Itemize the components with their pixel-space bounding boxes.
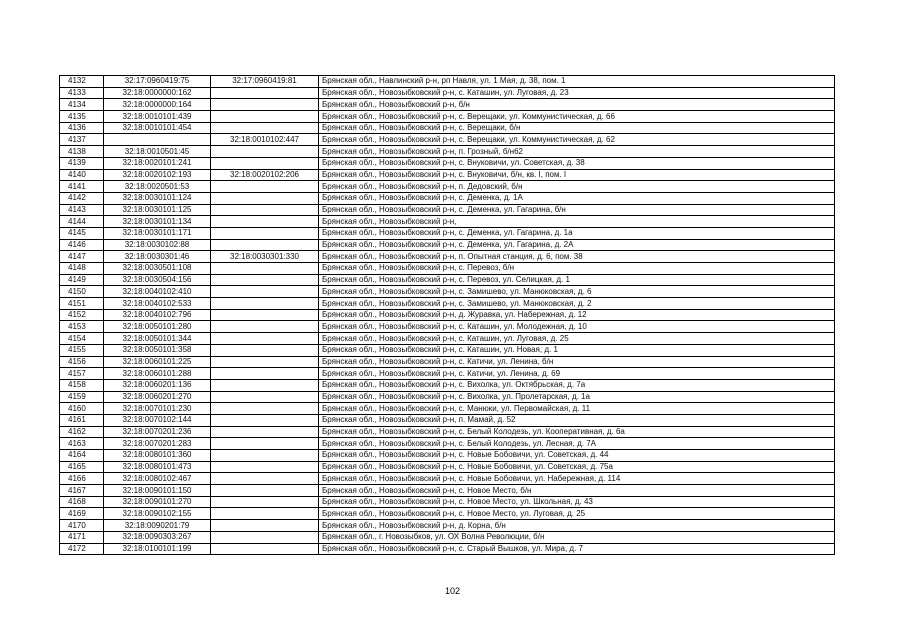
- address-cell: Брянская обл., Новозыбковский р-н, с. Замишево, ул. Манюковская, д. 6: [319, 286, 835, 298]
- related-cadastral-number-cell: [211, 438, 319, 450]
- address-cell: Брянская обл., Новозыбковский р-н, с. Каташин, ул. Луговая, д. 25: [319, 333, 835, 345]
- table-row: [60, 485, 835, 497]
- table-row: [60, 496, 835, 508]
- row-number-cell: 4140: [60, 169, 104, 181]
- related-cadastral-number-cell: [211, 531, 319, 543]
- cadastral-number-cell: 32:18:0070201:283: [104, 438, 211, 450]
- cadastral-number-cell: 32:18:0060101:225: [104, 356, 211, 368]
- address-cell: Брянская обл., Новозыбковский р-н, с. Новые Бобовичи, ул. Советская, д. 44: [319, 450, 835, 462]
- row-number-cell: 4137: [60, 134, 104, 146]
- table-row: [60, 263, 835, 275]
- related-cadastral-number-cell: [211, 87, 319, 99]
- cadastral-number-cell: 32:18:0070101:230: [104, 403, 211, 415]
- related-cadastral-number-cell: [211, 543, 319, 555]
- table-row: [60, 508, 835, 520]
- table-row: [60, 181, 835, 193]
- cadastral-number-cell: 32:18:0090102:155: [104, 508, 211, 520]
- cadastral-number-cell: 32:18:0020501:53: [104, 181, 211, 193]
- row-number-cell: 4160: [60, 403, 104, 415]
- table-row: [60, 134, 835, 146]
- cadastral-number-cell: 32:18:0020101:241: [104, 157, 211, 169]
- cadastral-number-cell: 32:18:0030301:46: [104, 251, 211, 263]
- address-cell: Брянская обл., Новозыбковский р-н, с. Верещаки, б/н: [319, 122, 835, 134]
- address-cell: Брянская обл., Новозыбковский р-н, с. Белый Колодезь, ул. Кооперативная, д. 6а: [319, 426, 835, 438]
- address-cell: Брянская обл., Новозыбковский р-н, п. Мамай, д. 52: [319, 414, 835, 426]
- related-cadastral-number-cell: [211, 473, 319, 485]
- related-cadastral-number-cell: [211, 333, 319, 345]
- related-cadastral-number-cell: [211, 450, 319, 462]
- row-number-cell: 4145: [60, 227, 104, 239]
- table-row: [60, 227, 835, 239]
- related-cadastral-number-cell: 32:18:0030301:330: [211, 251, 319, 263]
- related-cadastral-number-cell: [211, 356, 319, 368]
- row-number-cell: 4151: [60, 298, 104, 310]
- row-number-cell: 4135: [60, 111, 104, 123]
- row-number-cell: 4147: [60, 251, 104, 263]
- cadastral-number-cell: 32:18:0090201:79: [104, 520, 211, 532]
- address-cell: Брянская обл., Новозыбковский р-н, п. Опытная станция, д. 6, пом. 38: [319, 251, 835, 263]
- related-cadastral-number-cell: [211, 379, 319, 391]
- cadastral-number-cell: 32:18:0050101:358: [104, 344, 211, 356]
- cadastral-number-cell: 32:18:0070102:144: [104, 414, 211, 426]
- table-row: [60, 251, 835, 263]
- address-cell: Брянская обл., Новозыбковский р-н, с. Новые Бобовичи, ул. Советская, д. 75а: [319, 461, 835, 473]
- address-cell: Брянская обл., Новозыбковский р-н, с. Манюки, ул. Первомайская, д. 11: [319, 403, 835, 415]
- row-number-cell: 4142: [60, 192, 104, 204]
- related-cadastral-number-cell: [211, 520, 319, 532]
- related-cadastral-number-cell: [211, 204, 319, 216]
- row-number-cell: 4168: [60, 496, 104, 508]
- table-row: [60, 239, 835, 251]
- address-cell: Брянская обл., Новозыбковский р-н, с. Замишево, ул. Манюковская, д. 2: [319, 298, 835, 310]
- cadastral-number-cell: 32:18:0030101:171: [104, 227, 211, 239]
- cadastral-number-cell: 32:18:0020102:193: [104, 169, 211, 181]
- cadastral-number-cell: 32:18:0050101:344: [104, 333, 211, 345]
- table-row: [60, 157, 835, 169]
- row-number-cell: 4167: [60, 485, 104, 497]
- related-cadastral-number-cell: [211, 426, 319, 438]
- row-number-cell: 4144: [60, 216, 104, 228]
- address-cell: Брянская обл., Новозыбковский р-н, п. Дедовский, б/н: [319, 181, 835, 193]
- address-cell: Брянская обл., Новозыбковский р-н, с. Катичи, ул. Ленина, д. 69: [319, 368, 835, 380]
- table-row: [60, 356, 835, 368]
- related-cadastral-number-cell: [211, 239, 319, 251]
- registry-table-body: [60, 76, 835, 555]
- related-cadastral-number-cell: [211, 368, 319, 380]
- table-row: [60, 403, 835, 415]
- row-number-cell: 4171: [60, 531, 104, 543]
- table-row: [60, 216, 835, 228]
- table-row: [60, 426, 835, 438]
- address-cell: Брянская обл., Новозыбковский р-н, с. Каташин, ул. Луговая, д. 23: [319, 87, 835, 99]
- related-cadastral-number-cell: [211, 146, 319, 158]
- row-number-cell: 4149: [60, 274, 104, 286]
- cadastral-number-cell: 32:18:0090303:267: [104, 531, 211, 543]
- row-number-cell: 4158: [60, 379, 104, 391]
- row-number-cell: 4153: [60, 321, 104, 333]
- row-number-cell: 4152: [60, 309, 104, 321]
- cadastral-number-cell: 32:18:0100101:199: [104, 543, 211, 555]
- related-cadastral-number-cell: [211, 122, 319, 134]
- related-cadastral-number-cell: [211, 298, 319, 310]
- table-row: [60, 473, 835, 485]
- row-number-cell: 4166: [60, 473, 104, 485]
- table-row: [60, 99, 835, 111]
- address-cell: Брянская обл., Новозыбковский р-н, с. Новые Бобовичи, ул. Набережная, д. 114: [319, 473, 835, 485]
- related-cadastral-number-cell: [211, 227, 319, 239]
- address-cell: Брянская обл., Новозыбковский р-н, с. Каташин, ул. Молодежная, д. 10: [319, 321, 835, 333]
- cadastral-number-cell: 32:18:0030101:134: [104, 216, 211, 228]
- cadastral-number-cell: 32:18:0050101:280: [104, 321, 211, 333]
- related-cadastral-number-cell: [211, 99, 319, 111]
- address-cell: Брянская обл., Новозыбковский р-н, с. Внуковичи, б/н, кв. I, пом. I: [319, 169, 835, 181]
- address-cell: Брянская обл., Новозыбковский р-н, с. Вихолка, ул. Октябрьская, д. 7а: [319, 379, 835, 391]
- table-row: [60, 391, 835, 403]
- table-row: [60, 111, 835, 123]
- row-number-cell: 4132: [60, 76, 104, 88]
- row-number-cell: 4169: [60, 508, 104, 520]
- address-cell: Брянская обл., Новозыбковский р-н, б/н: [319, 99, 835, 111]
- address-cell: Брянская обл., Новозыбковский р-н, д. Корна, б/н: [319, 520, 835, 532]
- row-number-cell: 4143: [60, 204, 104, 216]
- related-cadastral-number-cell: [211, 263, 319, 275]
- row-number-cell: 4136: [60, 122, 104, 134]
- row-number-cell: 4146: [60, 239, 104, 251]
- address-cell: Брянская обл., Новозыбковский р-н, с. Новое Место, ул. Луговая, д. 25: [319, 508, 835, 520]
- address-cell: Брянская обл., г. Новозыбков, ул. ОХ Волна Революции, б/н: [319, 531, 835, 543]
- row-number-cell: 4148: [60, 263, 104, 275]
- address-cell: Брянская обл., Новозыбковский р-н, с. Верещаки, ул. Коммунистическая, д. 66: [319, 111, 835, 123]
- address-cell: Брянская обл., Новозыбковский р-н, с. Деменка, ул. Гагарина, д. 1а: [319, 227, 835, 239]
- address-cell: Брянская обл., Новозыбковский р-н, с. Катичи, ул. Ленина, б/н: [319, 356, 835, 368]
- row-number-cell: 4138: [60, 146, 104, 158]
- related-cadastral-number-cell: [211, 192, 319, 204]
- related-cadastral-number-cell: [211, 157, 319, 169]
- table-row: [60, 204, 835, 216]
- row-number-cell: 4156: [60, 356, 104, 368]
- table-row: [60, 192, 835, 204]
- row-number-cell: 4139: [60, 157, 104, 169]
- table-row: [60, 379, 835, 391]
- cadastral-number-cell: [104, 134, 211, 146]
- cadastral-number-cell: 32:18:0080101:473: [104, 461, 211, 473]
- row-number-cell: 4162: [60, 426, 104, 438]
- address-cell: Брянская обл., Новозыбковский р-н, с. Деменка, ул. Гагарина, б/н: [319, 204, 835, 216]
- row-number-cell: 4165: [60, 461, 104, 473]
- table-row: [60, 520, 835, 532]
- related-cadastral-number-cell: [211, 391, 319, 403]
- table-row: [60, 368, 835, 380]
- address-cell: Брянская обл., Новозыбковский р-н, с. Белый Колодезь, ул. Лесная, д. 7А: [319, 438, 835, 450]
- row-number-cell: 4133: [60, 87, 104, 99]
- address-cell: Брянская обл., Новозыбковский р-н, с. Старый Вышков, ул. Мира, д. 7: [319, 543, 835, 555]
- related-cadastral-number-cell: [211, 344, 319, 356]
- row-number-cell: 4157: [60, 368, 104, 380]
- related-cadastral-number-cell: [211, 485, 319, 497]
- address-cell: Брянская обл., Новозыбковский р-н,: [319, 216, 835, 228]
- address-cell: Брянская обл., Новозыбковский р-н, с. Деменка, ул. Гагарина, д. 2А: [319, 239, 835, 251]
- table-row: [60, 87, 835, 99]
- related-cadastral-number-cell: [211, 414, 319, 426]
- table-row: [60, 344, 835, 356]
- table-row: [60, 76, 835, 88]
- cadastral-number-cell: 32:18:0030101:124: [104, 192, 211, 204]
- table-row: [60, 461, 835, 473]
- related-cadastral-number-cell: [211, 111, 319, 123]
- related-cadastral-number-cell: [211, 508, 319, 520]
- address-cell: Брянская обл., Новозыбковский р-н, с. Вихолка, ул. Пролетарская, д. 1а: [319, 391, 835, 403]
- cadastral-number-cell: 32:18:0060201:270: [104, 391, 211, 403]
- related-cadastral-number-cell: [211, 321, 319, 333]
- table-row: [60, 274, 835, 286]
- cadastral-number-cell: 32:18:0060101:288: [104, 368, 211, 380]
- row-number-cell: 4134: [60, 99, 104, 111]
- table-row: [60, 438, 835, 450]
- address-cell: Брянская обл., Новозыбковский р-н, с. Верещаки, ул. Коммунистическая, д. 62: [319, 134, 835, 146]
- cadastral-number-cell: 32:18:0070201:236: [104, 426, 211, 438]
- row-number-cell: 4163: [60, 438, 104, 450]
- row-number-cell: 4161: [60, 414, 104, 426]
- table-row: [60, 169, 835, 181]
- row-number-cell: 4164: [60, 450, 104, 462]
- address-cell: Брянская обл., Новозыбковский р-н, с. Новое Место, ул. Школьная, д. 43: [319, 496, 835, 508]
- cadastral-number-cell: 32:18:0040102:796: [104, 309, 211, 321]
- address-cell: Брянская обл., Новозыбковский р-н, с. Перевоз, б/н: [319, 263, 835, 275]
- related-cadastral-number-cell: 32:18:0010102:447: [211, 134, 319, 146]
- related-cadastral-number-cell: [211, 181, 319, 193]
- row-number-cell: 4141: [60, 181, 104, 193]
- cadastral-number-cell: 32:18:0090101:270: [104, 496, 211, 508]
- related-cadastral-number-cell: 32:18:0020102:206: [211, 169, 319, 181]
- registry-table: [59, 75, 835, 555]
- row-number-cell: 4154: [60, 333, 104, 345]
- related-cadastral-number-cell: [211, 403, 319, 415]
- cadastral-number-cell: 32:18:0080101:360: [104, 450, 211, 462]
- table-row: [60, 122, 835, 134]
- address-cell: Брянская обл., Новозыбковский р-н, с. Новое Место, б/н: [319, 485, 835, 497]
- cadastral-number-cell: 32:18:0040102:533: [104, 298, 211, 310]
- row-number-cell: 4172: [60, 543, 104, 555]
- address-cell: Брянская обл., Новозыбковский р-н, с. Внуковичи, ул. Советская, д. 38: [319, 157, 835, 169]
- table-row: [60, 414, 835, 426]
- table-row: [60, 309, 835, 321]
- table-row: [60, 146, 835, 158]
- cadastral-number-cell: 32:18:0060201:136: [104, 379, 211, 391]
- cadastral-number-cell: 32:18:0030101:125: [104, 204, 211, 216]
- row-number-cell: 4159: [60, 391, 104, 403]
- table-row: [60, 333, 835, 345]
- cadastral-number-cell: 32:18:0030501:108: [104, 263, 211, 275]
- cadastral-number-cell: 32:18:0010101:439: [104, 111, 211, 123]
- table-row: [60, 450, 835, 462]
- address-cell: Брянская обл., Новозыбковский р-н, п. Грозный, б/н62: [319, 146, 835, 158]
- cadastral-number-cell: 32:18:0040102:410: [104, 286, 211, 298]
- cadastral-number-cell: 32:18:0000000:162: [104, 87, 211, 99]
- cadastral-number-cell: 32:18:0080102:467: [104, 473, 211, 485]
- table-row: [60, 531, 835, 543]
- related-cadastral-number-cell: [211, 309, 319, 321]
- cadastral-number-cell: 32:18:0000000:164: [104, 99, 211, 111]
- related-cadastral-number-cell: [211, 286, 319, 298]
- table-row: [60, 286, 835, 298]
- related-cadastral-number-cell: [211, 496, 319, 508]
- cadastral-number-cell: 32:18:0010101:454: [104, 122, 211, 134]
- address-cell: Брянская обл., Навлинский р-н, рп Навля, ул. 1 Мая, д. 38, пом. 1: [319, 76, 835, 88]
- table-row: [60, 298, 835, 310]
- row-number-cell: 4155: [60, 344, 104, 356]
- related-cadastral-number-cell: [211, 274, 319, 286]
- related-cadastral-number-cell: 32:17:0960419:81: [211, 76, 319, 88]
- page-number: 102: [444, 586, 461, 596]
- cadastral-number-cell: 32:17:0960419:75: [104, 76, 211, 88]
- address-cell: Брянская обл., Новозыбковский р-н, с. Перевоз, ул. Селицкая, д. 1: [319, 274, 835, 286]
- table-row: [60, 543, 835, 555]
- cadastral-number-cell: 32:18:0010501:45: [104, 146, 211, 158]
- address-cell: Брянская обл., Новозыбковский р-н, с. Деменка, д. 1А: [319, 192, 835, 204]
- related-cadastral-number-cell: [211, 216, 319, 228]
- row-number-cell: 4150: [60, 286, 104, 298]
- address-cell: Брянская обл., Новозыбковский р-н, д. Журавка, ул. Набережная, д. 12: [319, 309, 835, 321]
- cadastral-number-cell: 32:18:0090101:150: [104, 485, 211, 497]
- related-cadastral-number-cell: [211, 461, 319, 473]
- cadastral-number-cell: 32:18:0030102:88: [104, 239, 211, 251]
- address-cell: Брянская обл., Новозыбковский р-н, с. Каташин, ул. Новая, д. 1: [319, 344, 835, 356]
- row-number-cell: 4170: [60, 520, 104, 532]
- table-row: [60, 321, 835, 333]
- cadastral-number-cell: 32:18:0030504:156: [104, 274, 211, 286]
